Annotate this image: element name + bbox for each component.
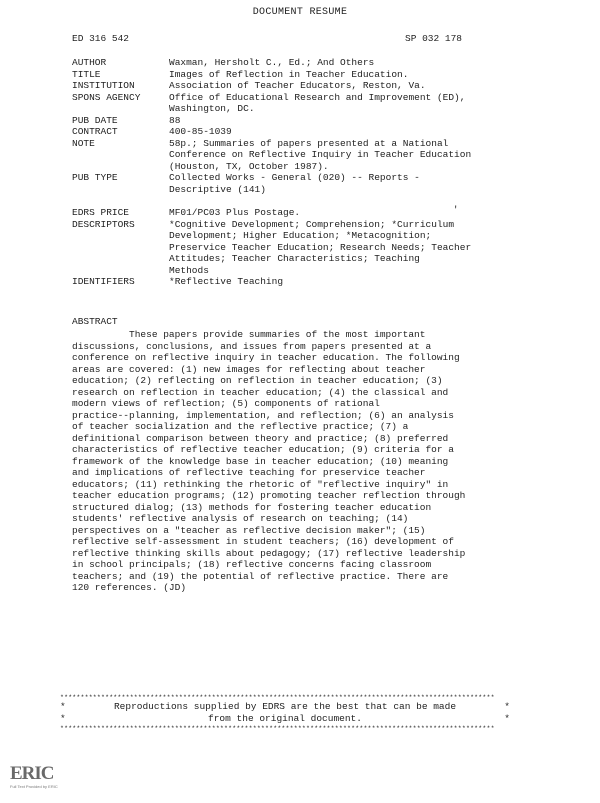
metadata-value: Attitudes; Teacher Characteristics; Teaching — [169, 253, 420, 264]
metadata-row — [72, 276, 522, 288]
metadata-label: TITLE — [72, 68, 101, 80]
metadata-label: PUB TYPE — [72, 172, 118, 183]
metadata-label: EDRS PRICE — [72, 207, 130, 218]
metadata-value: Waxman, Hersholt C., Ed.; And Others — [169, 57, 375, 68]
metadata-label — [72, 253, 169, 265]
metadata-label — [72, 265, 169, 277]
metadata-value: Descriptive (141) — [169, 183, 266, 195]
abstract-heading: ABSTRACT — [72, 316, 118, 327]
sp-number: SP 032 178 — [405, 33, 463, 44]
abstract-line: 120 references. (JD) — [72, 582, 187, 593]
metadata-row — [72, 80, 522, 92]
abstract-line: educators; (11) rethinking the rhetoric of "reflective inquiry" in — [72, 478, 449, 490]
abstract-line: students' reflective analysis of research on teaching; (14) — [72, 513, 409, 524]
abstract-line: research on reflection in teacher education; (4) the classical and — [72, 386, 449, 398]
reproduction-notice — [60, 694, 510, 732]
abstract-line: framework of the knowledge base in teacher education; (10) meaning — [72, 455, 449, 467]
metadata-value: Collected Works - General (020) -- Reports - — [169, 172, 420, 183]
metadata-row — [72, 230, 522, 242]
metadata-row — [72, 219, 522, 231]
metadata-row — [72, 69, 522, 81]
metadata-label: CONTRACT — [72, 126, 118, 137]
metadata-value: (Houston, TX, October 1987). — [169, 160, 329, 172]
metadata-row — [72, 126, 522, 138]
abstract-line: practice--planning, implementation, and reflection; (6) an analysis — [72, 409, 454, 421]
metadata-row — [72, 115, 522, 127]
document-title: DOCUMENT RESUME — [252, 7, 348, 18]
abstract-line: areas are covered: (1) new images for reflecting about teacher — [72, 363, 426, 375]
abstract-line: teachers; and (19) the potential of reflective practice. There are — [72, 570, 449, 582]
abstract-line: definitional comparison between theory and practice; (8) preferred — [72, 432, 449, 444]
abstract-line: characteristics of reflective teacher education; (9) criteria for a — [72, 444, 454, 455]
metadata-label — [72, 161, 169, 173]
abstract-body — [72, 329, 522, 594]
star-border-top: ********************************************************************************************************** — [60, 694, 495, 701]
abstract-line: education; (2) reflecting on reflection in teacher education; (3) — [72, 375, 443, 386]
metadata-row — [72, 138, 522, 150]
metadata-row — [72, 265, 522, 277]
metadata-value: Images of Reflection in Teacher Education. — [169, 68, 409, 80]
metadata-label: SPONS AGENCY — [72, 91, 141, 103]
metadata-value: 88 — [169, 114, 181, 126]
metadata-table — [72, 57, 522, 288]
abstract-line: structured dialog; (13) methods for fostering teacher education — [72, 501, 432, 513]
reproduction-line-1: * Reproductions supplied by EDRS are the best that can be made * — [60, 701, 510, 712]
ed-number: ED 316 542 — [72, 33, 130, 44]
metadata-value: Conference on Reflective Inquiry in Teacher Education — [169, 149, 472, 160]
abstract-line: perspectives on a "teacher as reflective decision maker"; (15) — [72, 524, 426, 536]
metadata-value: Office of Educational Research and Improvement (ED), — [169, 91, 466, 103]
metadata-value: *Cognitive Development; Comprehension; *Curriculum — [169, 218, 455, 230]
metadata-row — [72, 172, 522, 184]
metadata-label — [72, 184, 169, 196]
reproduction-text-1: Reproductions supplied by EDRS are the best that can be made — [113, 701, 457, 712]
stray-mark: ' — [453, 205, 459, 215]
metadata-label: NOTE — [72, 137, 95, 149]
metadata-row — [72, 149, 522, 161]
abstract-line: modern views of reflection; (5) components of rational — [72, 398, 380, 409]
reproduction-text-2: from the original document. — [208, 713, 362, 724]
star-border-bottom: ********************************************************************************************************** — [60, 725, 495, 732]
abstract-line: These papers provide summaries of the most important — [72, 329, 426, 340]
abstract-line: reflective self-assessment in student teachers; (16) development of — [72, 536, 454, 547]
abstract-line: teacher education programs; (12) promoting teacher reflection through — [72, 490, 466, 501]
metadata-value: Methods — [169, 264, 209, 276]
metadata-label: AUTHOR — [72, 57, 107, 68]
reproduction-line-2: * from the original document. * — [60, 713, 510, 724]
metadata-row — [72, 161, 522, 173]
abstract-line: and implications of reflective teaching for preservice teacher — [72, 467, 426, 478]
metadata-label — [72, 230, 169, 242]
abstract-line: in school principals; (18) reflective concerns facing classroom — [72, 559, 432, 570]
abstract-line: conference on reflective inquiry in teacher education. The following — [72, 352, 460, 363]
metadata-row — [72, 92, 522, 104]
metadata-label — [72, 103, 169, 115]
metadata-row — [72, 242, 522, 254]
metadata-value: Washington, DC. — [169, 103, 255, 114]
metadata-label: PUB DATE — [72, 114, 118, 126]
metadata-value: MF01/PC03 Plus Postage. — [169, 207, 301, 218]
metadata-value: 400-85-1039 — [169, 126, 232, 137]
metadata-value: 58p.; Summaries of papers presented at a National — [169, 137, 449, 149]
metadata-label: IDENTIFIERS — [72, 276, 135, 287]
metadata-value: *Reflective Teaching — [169, 276, 284, 287]
metadata-row — [72, 57, 522, 69]
eric-logo — [10, 763, 58, 789]
metadata-label — [72, 242, 169, 254]
eric-logo-tagline: Full Text Provided by ERIC — [10, 784, 58, 789]
metadata-value: Preservice Teacher Education; Research Needs; Teacher — [169, 241, 472, 253]
abstract-line: discussions, conclusions, and issues from papers presented at a — [72, 340, 432, 352]
metadata-row — [72, 184, 522, 196]
metadata-row — [72, 103, 522, 115]
metadata-label — [72, 149, 169, 161]
metadata-row — [72, 253, 522, 265]
metadata-label: INSTITUTION — [72, 80, 135, 91]
metadata-value: Development; Higher Education; *Metacognition; — [169, 230, 432, 241]
metadata-label: DESCRIPTORS — [72, 218, 135, 230]
metadata-value: Association of Teacher Educators, Reston, Va. — [169, 80, 426, 91]
abstract-line: reflective thinking skills about pedagogy; (17) reflective leadership — [72, 547, 466, 559]
abstract-line: of teacher socialization and the reflective practice; (7) a — [72, 421, 409, 432]
eric-logo-text: ERIC — [10, 763, 54, 784]
